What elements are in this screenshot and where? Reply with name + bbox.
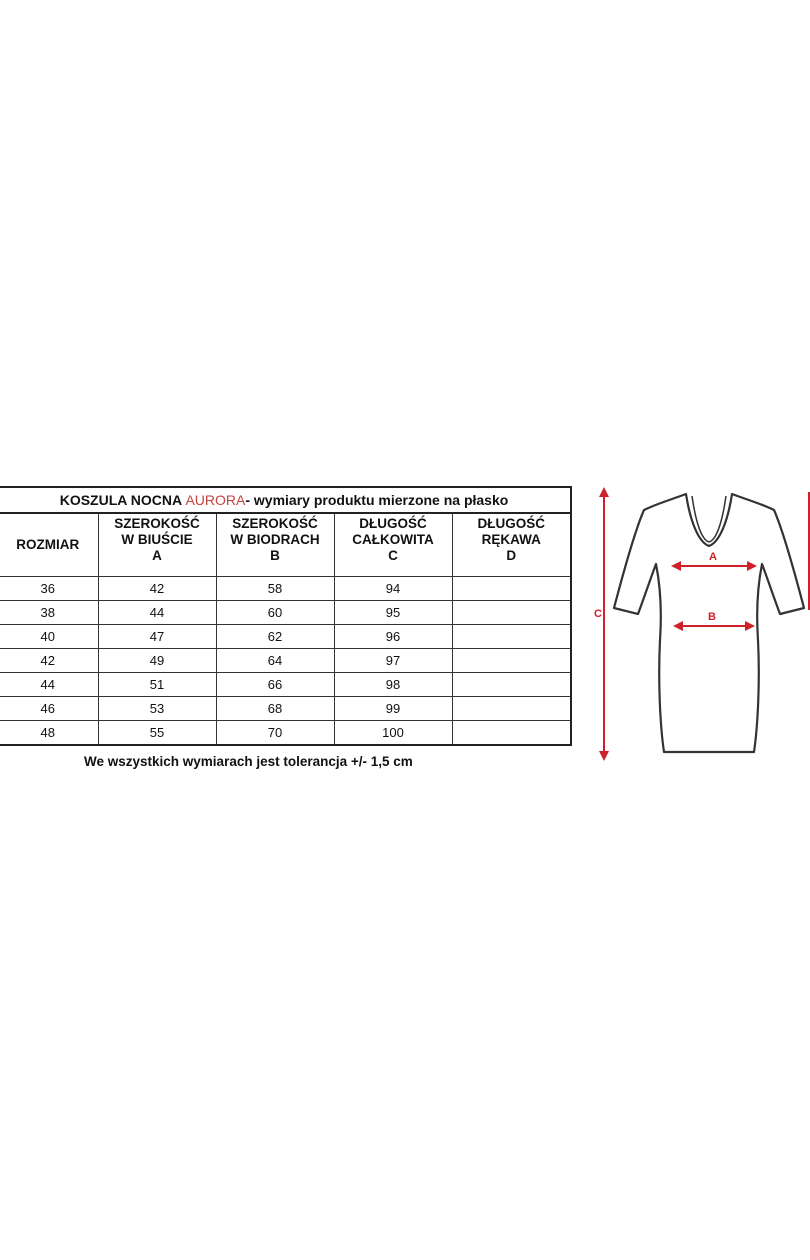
column-header-sleeve-length <box>452 513 571 577</box>
table-row <box>0 721 571 746</box>
measure-label-a: A <box>709 551 717 563</box>
table-cell: 47 <box>98 625 216 649</box>
table-cell: 58 <box>216 577 334 601</box>
column-header-line: SZEROKOŚĆ <box>114 516 200 531</box>
column-header-line: RĘKAWA <box>481 532 541 547</box>
column-header-bust-width <box>98 513 216 577</box>
table-cell: 70 <box>216 721 334 746</box>
table-cell <box>452 697 571 721</box>
table-cell: 99 <box>334 697 452 721</box>
column-header-line: W BIODRACH <box>230 532 320 547</box>
table-header-row <box>0 513 571 577</box>
table-row <box>0 697 571 721</box>
table-cell: 96 <box>334 625 452 649</box>
title-product-name: AURORA <box>185 491 246 508</box>
column-header-letter: C <box>388 548 398 563</box>
size-table <box>0 486 572 746</box>
table-cell <box>452 601 571 625</box>
column-header-line: DŁUGOŚĆ <box>359 516 427 531</box>
table-title <box>0 487 571 513</box>
table-cell: 66 <box>216 673 334 697</box>
table-cell: 100 <box>334 721 452 746</box>
table-cell: 68 <box>216 697 334 721</box>
table-row <box>0 601 571 625</box>
table-cell: 95 <box>334 601 452 625</box>
title-prefix: KOSZULA NOCNA <box>59 491 186 508</box>
table-cell: 62 <box>216 625 334 649</box>
table-row <box>0 577 571 601</box>
table-cell: 97 <box>334 649 452 673</box>
column-header-total-length <box>334 513 452 577</box>
table-cell <box>452 649 571 673</box>
column-header-letter: A <box>152 548 162 563</box>
table-cell: 42 <box>0 649 98 673</box>
column-header-line: CAŁKOWITA <box>352 532 434 547</box>
column-header-line: DŁUGOŚĆ <box>477 516 546 531</box>
table-cell: 94 <box>334 577 452 601</box>
garment-measurement-diagram <box>580 480 810 770</box>
table-cell: 44 <box>0 673 98 697</box>
table-row <box>0 649 571 673</box>
table-cell: 46 <box>0 697 98 721</box>
table-cell: 60 <box>216 601 334 625</box>
table-title-row <box>0 487 571 513</box>
column-header-line: W BIUŚCIE <box>121 532 193 547</box>
column-header-letter: B <box>270 548 280 563</box>
table-cell: 36 <box>0 577 98 601</box>
column-header-hip-width <box>216 513 334 577</box>
table-cell: 98 <box>334 673 452 697</box>
table-cell: 40 <box>0 625 98 649</box>
table-cell: 42 <box>98 577 216 601</box>
table-cell: 53 <box>98 697 216 721</box>
column-header-line: ROZMIAR <box>16 537 80 552</box>
table-cell <box>452 673 571 697</box>
table-cell: 49 <box>98 649 216 673</box>
nightgown-outline <box>614 494 804 752</box>
table-cell: 55 <box>98 721 216 746</box>
table-cell <box>452 577 571 601</box>
table-cell: 64 <box>216 649 334 673</box>
table-cell: 48 <box>0 721 98 746</box>
table-cell: 51 <box>98 673 216 697</box>
title-suffix: - wymiary produktu mierzone na płasko <box>245 491 509 508</box>
measure-label-c: C <box>594 608 602 620</box>
table-cell: 44 <box>98 601 216 625</box>
column-header-letter: D <box>506 548 517 563</box>
column-header-line: SZEROKOŚĆ <box>232 516 318 531</box>
table-cell: 38 <box>0 601 98 625</box>
measure-label-b: B <box>708 611 716 623</box>
table-row <box>0 673 571 697</box>
table-cell <box>452 625 571 649</box>
tolerance-note: We wszystkich wymiarach jest tolerancja +/- 1,5 cm <box>84 754 413 769</box>
column-header-size <box>0 513 98 577</box>
table-row <box>0 625 571 649</box>
size-table-container <box>0 486 570 746</box>
table-cell <box>452 721 571 746</box>
